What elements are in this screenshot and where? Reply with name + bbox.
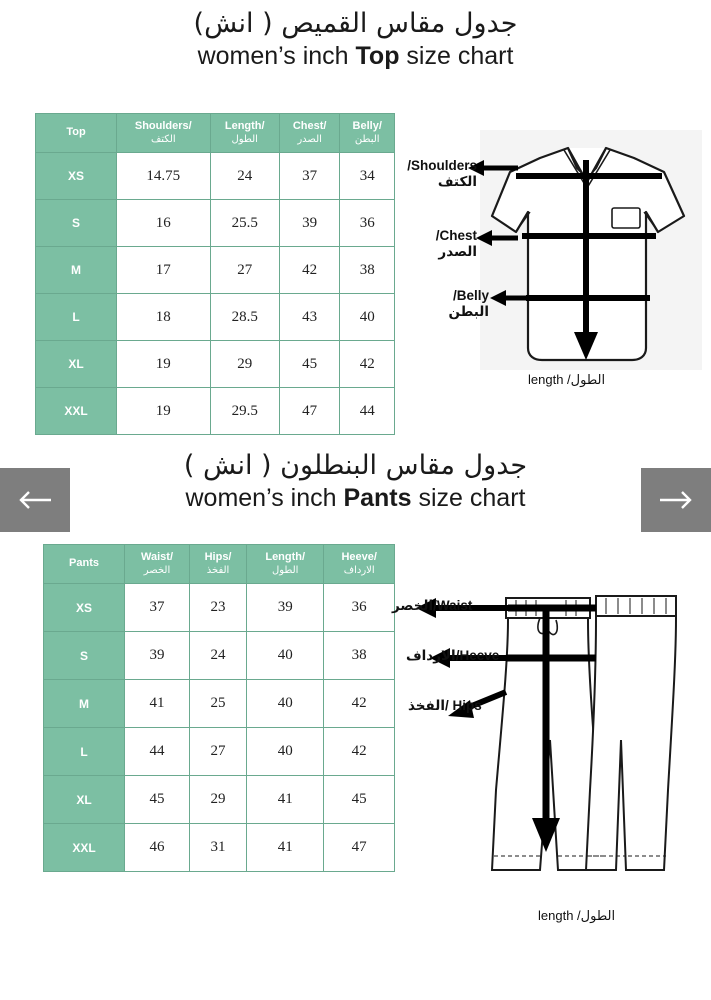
callout-shoulders-en: /Shoulders xyxy=(407,158,477,173)
top-xl-belly: 42 xyxy=(340,341,395,388)
top-l-shoulders: 18 xyxy=(117,294,211,341)
top-title-block xyxy=(0,8,711,71)
pants-xs-length: 39 xyxy=(247,584,324,632)
top-m-length: 27 xyxy=(210,247,279,294)
pants-row-size-s: S xyxy=(44,632,125,680)
pants-l-hips: 27 xyxy=(190,728,247,776)
top-xxl-belly: 44 xyxy=(340,388,395,435)
top-col-length-ar: الطول xyxy=(231,133,258,145)
table-row xyxy=(44,680,395,728)
pants-row-size-xxl: XXL xyxy=(44,824,125,872)
pants-xxl-hips: 31 xyxy=(190,824,247,872)
top-xxl-length: 29.5 xyxy=(210,388,279,435)
callout-chest xyxy=(407,228,477,260)
top-col-belly-ar: البطن xyxy=(354,133,380,145)
pants-s-waist: 39 xyxy=(125,632,190,680)
callout-belly-en: /Belly xyxy=(452,288,489,303)
callout-chest-ar: الصدر xyxy=(438,243,477,260)
table-row xyxy=(44,632,395,680)
pants-xxl-waist: 46 xyxy=(125,824,190,872)
callout-waist-ar: الخصر xyxy=(392,598,434,614)
top-l-length: 28.5 xyxy=(210,294,279,341)
pants-xs-heeve: 36 xyxy=(324,584,395,632)
top-xs-belly: 34 xyxy=(340,153,395,200)
table-row xyxy=(36,294,395,341)
top-xxl-shoulders: 19 xyxy=(117,388,211,435)
pants-title-english-post: size chart xyxy=(411,484,526,513)
pants-garment-diagram xyxy=(392,540,711,960)
pants-length-label-en: length / xyxy=(538,908,581,923)
table-row xyxy=(36,247,395,294)
pants-col-hips-ar: الفخذ xyxy=(206,564,230,576)
arrow-right-icon xyxy=(659,490,693,510)
pants-col-waist-ar: الخصر xyxy=(143,564,171,576)
pants-row-size-xl: XL xyxy=(44,776,125,824)
pants-xl-hips: 29 xyxy=(190,776,247,824)
top-col-size xyxy=(36,114,117,153)
pants-col-length xyxy=(247,545,324,584)
callout-belly xyxy=(407,288,489,320)
pants-title-block xyxy=(0,450,711,513)
top-col-length-en: Length/ xyxy=(224,120,265,132)
pants-row-size-xs: XS xyxy=(44,584,125,632)
top-row-size-xxl: XXL xyxy=(36,388,117,435)
callout-shoulders-ar: الكتف xyxy=(437,173,477,190)
top-col-chest-en: Chest/ xyxy=(292,120,327,132)
pants-col-waist-en: Waist/ xyxy=(141,551,174,563)
table-row xyxy=(36,341,395,388)
top-m-shoulders: 17 xyxy=(117,247,211,294)
pants-m-hips: 25 xyxy=(190,680,247,728)
pants-s-heeve: 38 xyxy=(324,632,395,680)
pants-xxl-length: 41 xyxy=(247,824,324,872)
top-col-chest xyxy=(279,114,340,153)
pants-col-length-ar: الطول xyxy=(271,564,299,576)
pants-col-hips xyxy=(190,545,247,584)
pants-col-heeve-ar: الارداف xyxy=(343,564,375,576)
top-s-belly: 36 xyxy=(340,200,395,247)
top-xl-shoulders: 19 xyxy=(117,341,211,388)
top-l-chest: 43 xyxy=(279,294,340,341)
top-title-english-pre: women’s inch xyxy=(197,42,356,71)
carousel-prev-button[interactable] xyxy=(0,468,70,532)
callout-waist-en: /Waist xyxy=(433,598,473,613)
callout-hips-en: / Hips xyxy=(444,698,482,713)
callout-heeve-en: /Heeve xyxy=(455,648,500,663)
pants-col-heeve xyxy=(324,545,395,584)
pants-col-size xyxy=(44,545,125,584)
pants-col-size-en: Pants xyxy=(69,557,99,570)
pants-col-hips-en: Hips/ xyxy=(204,551,232,563)
top-xl-chest: 45 xyxy=(279,341,340,388)
top-length-label-ar: الطول xyxy=(570,373,606,388)
pants-xs-waist: 37 xyxy=(125,584,190,632)
top-xs-shoulders: 14.75 xyxy=(117,153,211,200)
pants-size-table xyxy=(43,544,395,872)
top-col-size-en: Top xyxy=(66,126,86,139)
callout-heeve xyxy=(406,648,499,665)
table-row xyxy=(44,728,395,776)
pants-m-waist: 41 xyxy=(125,680,190,728)
pants-title-english xyxy=(0,483,711,513)
table-row xyxy=(44,584,395,632)
pants-col-waist xyxy=(125,545,190,584)
top-xl-length: 29 xyxy=(210,341,279,388)
top-xxl-chest: 47 xyxy=(279,388,340,435)
top-row-size-m: M xyxy=(36,247,117,294)
table-row xyxy=(36,200,395,247)
pants-xl-length: 41 xyxy=(247,776,324,824)
table-row xyxy=(44,776,395,824)
top-xs-length: 24 xyxy=(210,153,279,200)
pants-table-header-row xyxy=(44,545,395,584)
pants-table-body xyxy=(44,584,395,872)
callout-shoulders xyxy=(399,158,477,190)
pants-title-english-pre: women’s inch xyxy=(185,484,344,513)
callout-hips xyxy=(408,698,482,715)
pants-row-size-m: M xyxy=(44,680,125,728)
table-row xyxy=(44,824,395,872)
top-title-english xyxy=(0,41,711,71)
top-table-header-row xyxy=(36,114,395,153)
top-row-size-xl: XL xyxy=(36,341,117,388)
callout-chest-en: /Chest xyxy=(435,228,477,243)
top-s-shoulders: 16 xyxy=(117,200,211,247)
pants-size-chart-section xyxy=(0,440,711,960)
arrow-left-icon xyxy=(18,490,52,510)
top-title-english-bold: Top xyxy=(355,42,400,71)
pants-xs-hips: 23 xyxy=(190,584,247,632)
top-row-size-l: L xyxy=(36,294,117,341)
callout-belly-ar: البطن xyxy=(448,303,489,320)
top-col-belly xyxy=(340,114,395,153)
pants-s-hips: 24 xyxy=(190,632,247,680)
carousel-next-button[interactable] xyxy=(641,468,711,532)
top-l-belly: 40 xyxy=(340,294,395,341)
top-size-table xyxy=(35,113,395,435)
top-col-shoulders-ar: الكتف xyxy=(150,133,176,145)
callout-hips-ar: الفخذ xyxy=(408,698,445,714)
top-m-chest: 42 xyxy=(279,247,340,294)
pants-xl-waist: 45 xyxy=(125,776,190,824)
pants-l-heeve: 42 xyxy=(324,728,395,776)
top-col-chest-ar: الصدر xyxy=(297,133,322,145)
top-title-arabic: جدول مقاس القميص ( انش) xyxy=(193,8,518,39)
pants-col-heeve-en: Heeve/ xyxy=(341,551,377,563)
top-garment-diagram xyxy=(400,120,705,400)
table-row xyxy=(36,388,395,435)
top-col-shoulders xyxy=(117,114,211,153)
pants-title-arabic: جدول مقاس البنطلون ( انش ) xyxy=(183,450,528,481)
pants-l-length: 40 xyxy=(247,728,324,776)
pants-table-head xyxy=(44,545,395,584)
pants-length-label xyxy=(538,908,615,924)
top-m-belly: 38 xyxy=(340,247,395,294)
pants-xl-heeve: 45 xyxy=(324,776,395,824)
pants-l-waist: 44 xyxy=(125,728,190,776)
top-length-label-en: length / xyxy=(528,372,571,387)
top-col-belly-en: Belly/ xyxy=(352,120,382,132)
callout-waist xyxy=(392,598,472,615)
pants-col-length-en: Length/ xyxy=(265,551,306,563)
callout-heeve-ar: الارداف xyxy=(406,648,456,664)
top-xs-chest: 37 xyxy=(279,153,340,200)
pants-title-english-bold: Pants xyxy=(343,484,412,513)
top-s-chest: 39 xyxy=(279,200,340,247)
pants-xxl-heeve: 47 xyxy=(324,824,395,872)
top-table-head xyxy=(36,114,395,153)
pants-s-length: 40 xyxy=(247,632,324,680)
pants-m-heeve: 42 xyxy=(324,680,395,728)
top-row-size-xs: XS xyxy=(36,153,117,200)
pants-length-label-ar: الطول xyxy=(580,909,616,924)
top-s-length: 25.5 xyxy=(210,200,279,247)
pants-m-length: 40 xyxy=(247,680,324,728)
top-col-shoulders-en: Shoulders/ xyxy=(134,120,192,132)
table-row xyxy=(36,153,395,200)
pants-row-size-l: L xyxy=(44,728,125,776)
top-length-label xyxy=(528,372,605,388)
top-row-size-s: S xyxy=(36,200,117,247)
top-col-length xyxy=(210,114,279,153)
top-table-body xyxy=(36,153,395,435)
top-size-chart-section xyxy=(0,0,711,440)
top-title-english-post: size chart xyxy=(399,42,514,71)
